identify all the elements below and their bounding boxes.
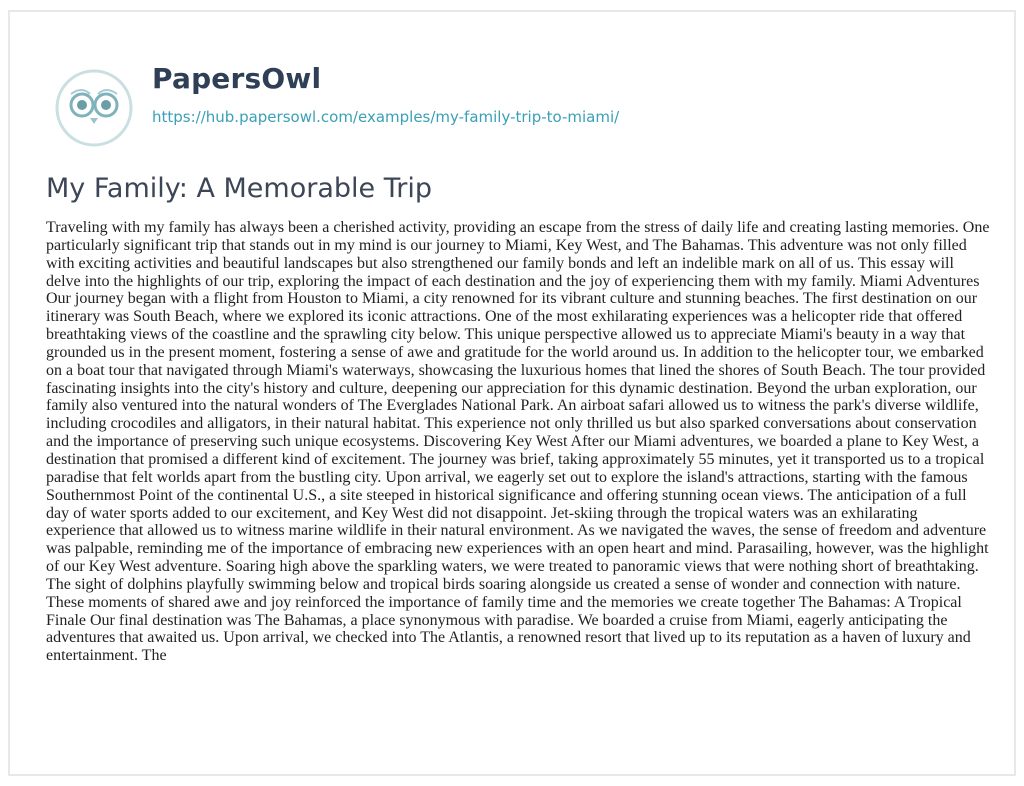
source-url-link[interactable]: https://hub.papersowl.com/examples/my-family-trip-to-miami/	[152, 108, 620, 126]
brand-name: PapersOwl	[152, 62, 322, 95]
owl-logo-icon	[54, 68, 134, 148]
essay-title: My Family: A Memorable Trip	[46, 173, 432, 204]
essay-body: Traveling with my family has always been a cherished activity, providing an escape from the stress of daily life and creating lasting memories. One particularly significant trip that stands out in my mind is our journey to Miami, Key West, and The Bahamas. This adventure was not only filled with exciting activities and beautiful landscapes but also strengthened our family bonds and left an indelible mark on all of us. This essay will delve into the highlights of our trip, exploring the impact of each destination and the joy of experiencing them with my family. Miami Adventures Our journey began with a flight from Houston to Miami, a city renowned for its vibrant culture and stunning beaches. The first destination on our itinerary was South Beach, where we explored its iconic attractions. One of the most exhilarating experiences was a helicopter ride that offered breathtaking views of the coastline and the sprawling city below. This unique perspective allowed us to appreciate Miami's beauty in a way that grounded us in the present moment, fostering a sense of awe and gratitude for the world around us. In addition to the helicopter tour, we embarked on a boat tour that navigated through Miami's waterways, showcasing the luxurious homes that lined the shores of South Beach. The tour provided fascinating insights into the city's history and culture, deepening our appreciation for this dynamic destination. Beyond the urban exploration, our family also ventured into the natural wonders of The Everglades National Park. An airboat safari allowed us to witness the park's diverse wildlife, including crocodiles and alligators, in their natural habitat. This experience not only thrilled us but also sparked conversations about conservation and the importance of preserving such unique ecosystems. Discovering Key West After our Miami adventures, we boarded a plane to Key West, a destination that promised a different kind of excitement. The journey was brief, taking approximately 55 minutes, yet it transported us to a tropical paradise that felt worlds apart from the bustling city. Upon arrival, we eagerly set out to explore the island's attractions, starting with the famous Southernmost Point of the continental U.S., a site steeped in historical significance and offering stunning ocean views. The anticipation of a full day of water sports added to our excitement, and Key West did not disappoint. Jet-skiing through the tropical waters was an exhilarating experience that allowed us to witness marine wildlife in their natural environment. As we navigated the waves, the sense of freedom and adventure was palpable, reminding me of the importance of embracing new experiences with an open heart and mind. Parasailing, however, was the highlight of our Key West adventure. Soaring high above the sparkling waters, we were treated to panoramic views that were nothing short of breathtaking. The sight of dolphins playfully swimming below and tropical birds soaring alongside us created a sense of wonder and connection with nature. These moments of shared awe and joy reinforced the importance of family time and the memories we create together The Bahamas: A Tropical Finale Our final destination was The Bahamas, a place synonymous with paradise. We boarded a cruise from Miami, eagerly anticipating the adventures that awaited us. Upon arrival, we checked into The Atlantis, a renowned resort that lived up to its reputation as a haven of luxury and entertainment. The	[46, 219, 990, 665]
